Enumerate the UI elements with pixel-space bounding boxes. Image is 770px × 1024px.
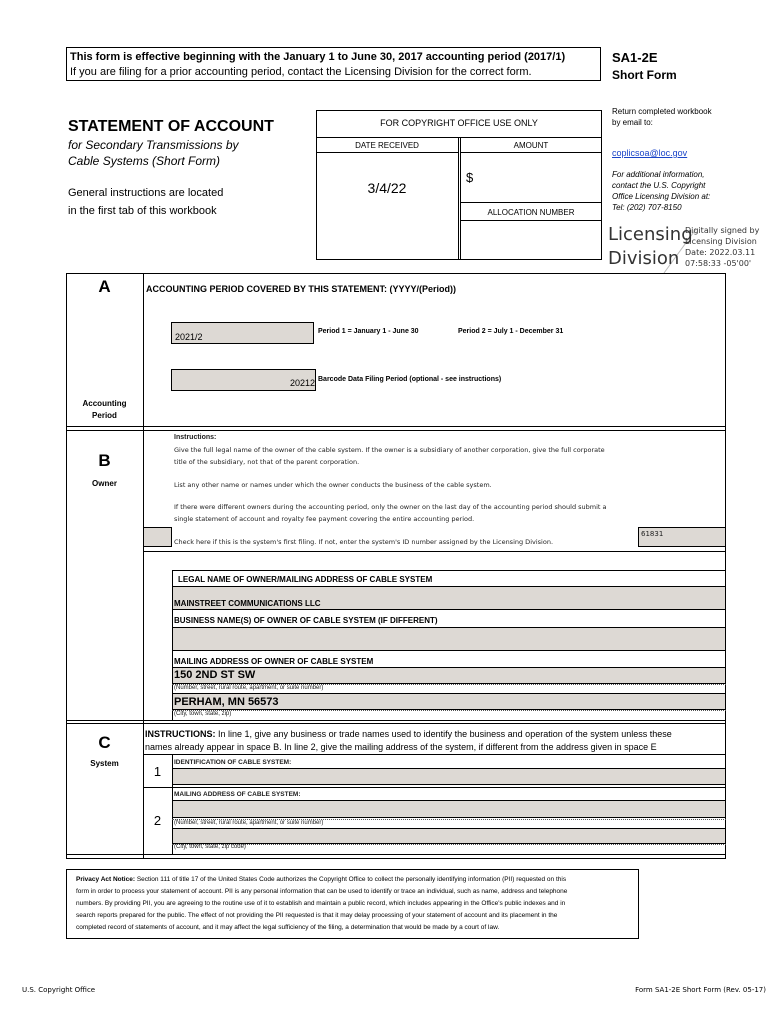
submission-email-link[interactable]: coplicsoa@loc.gov <box>612 148 688 158</box>
section-b-letter: B <box>98 451 111 470</box>
legal-name-heading: LEGAL NAME OF OWNER/MAILING ADDRESS OF CABLE SYSTEM <box>178 575 433 584</box>
section-c-instructions-label: INSTRUCTIONS: <box>145 729 216 739</box>
contact-info-2: contact the U.S. Copyright <box>612 181 706 190</box>
signature-detail-4: 07:58:33 -05'00' <box>685 259 752 268</box>
line-1-heading: IDENTIFICATION OF CABLE SYSTEM: <box>174 759 292 766</box>
section-b-instruction-1a: Give the full legal name of the owner of the cable system. If the owner is a subsidiary of another corporation, give the full corporate <box>174 446 605 454</box>
general-instructions-2: in the first tab of this workbook <box>68 205 217 217</box>
section-c-letter: C <box>98 733 111 752</box>
legal-name-value: MAINSTREET COMMUNICATIONS LLC <box>174 599 321 608</box>
system-city-field[interactable] <box>172 828 726 844</box>
privacy-line-2: form in order to process your statement of account. PII is any personal information that can be used to identify or trace an individual, such as name, address and telephone <box>76 888 568 895</box>
section-c-instruction-2: names already appear in space B. In line 2, give the mailing address of the system, if different from the address given in space E <box>145 742 657 752</box>
privacy-line-1 <box>76 876 566 883</box>
section-a-label-1: Accounting <box>82 399 127 408</box>
business-name-field[interactable] <box>172 627 726 651</box>
privacy-line-5: completed record of statements of account, and it may affect the legal sufficiency of the filing, a determination that would be made by a court of law. <box>76 924 500 931</box>
contact-info-4: Tel: (202) 707-8150 <box>612 203 682 212</box>
privacy-line-3: numbers. By providing PII, you are agreeing to the routine use of it to establish and maintain a public record, which includes appearing in the Office's public indexes and in <box>76 900 566 907</box>
date-received-value: 3/4/22 <box>367 180 407 196</box>
system-city-hint: (City, town, state, zip code) <box>174 844 246 850</box>
barcode-period-label: Barcode Data Filing Period (optional - see instructions) <box>318 376 502 383</box>
form-id: SA1-2E <box>612 50 658 65</box>
effective-notice-line2: If you are filing for a prior accounting period, contact the Licensing Division for the correct form. <box>70 66 532 78</box>
return-instructions-1: Return completed workbook <box>612 107 712 116</box>
page-subtitle-1: for Secondary Transmissions by <box>68 138 239 152</box>
privacy-line-4: search reports prepared for the public. The effect of not providing the PII requested is that it may delay processing of your statement of account and its placement in the <box>76 912 558 919</box>
signature-large-line2: Division <box>608 248 680 269</box>
period-1-note: Period 1 = January 1 - June 30 <box>318 328 419 335</box>
footer-right: Form SA1-2E Short Form (Rev. 05-17) <box>635 986 766 994</box>
privacy-line-1-text: Section 111 of title 17 of the United States Code authorizes the Copyright Office to collect the personally identifying information (PII) requested on this <box>135 876 567 883</box>
line-2-number: 2 <box>153 813 162 828</box>
section-c-label: System <box>90 759 119 768</box>
first-filing-label: Check here if this is the system's first filing. If not, enter the system's ID number assigned by the Licensing Division. <box>174 538 554 546</box>
page-subtitle-2: Cable Systems (Short Form) <box>68 154 221 168</box>
line-2-heading: MAILING ADDRESS OF CABLE SYSTEM: <box>174 791 301 798</box>
owner-street-hint: (Number, street, rural route, apartment, or suite number) <box>174 685 324 691</box>
section-a-letter: A <box>98 277 111 296</box>
privacy-notice-label: Privacy Act Notice: <box>76 876 136 883</box>
system-street-hint: (Number, street, rural route, apartment, or suite number) <box>174 820 324 826</box>
section-a-label-2: Period <box>92 411 117 420</box>
return-instructions-2: by email to: <box>612 118 653 127</box>
amount-value: $ <box>466 170 474 185</box>
section-b-instructions-heading: Instructions: <box>174 434 217 441</box>
owner-city-hint: (City, town, state, zip) <box>174 711 232 717</box>
amount-label: AMOUNT <box>513 141 549 150</box>
signature-large-line1: Licensing <box>608 224 693 245</box>
signature-detail-2: Licensing Division <box>685 237 757 246</box>
office-use-heading: FOR COPYRIGHT OFFICE USE ONLY <box>380 118 538 128</box>
section-a-heading: ACCOUNTING PERIOD COVERED BY THIS STATEMENT: (YYYY/(Period)) <box>146 284 457 294</box>
period-2-note: Period 2 = July 1 - December 31 <box>458 328 564 335</box>
effective-notice-line1: This form is effective beginning with the January 1 to June 30, 2017 accounting period (2017/1) <box>70 51 566 63</box>
owner-city-value: PERHAM, MN 56573 <box>174 696 279 708</box>
section-b-instruction-2: List any other name or names under which the owner conducts the business of the cable system. <box>174 481 492 489</box>
general-instructions-1: General instructions are located <box>68 187 224 199</box>
signature-detail-1: Digitally signed by <box>685 226 760 235</box>
page-title: STATEMENT OF ACCOUNT <box>68 118 274 135</box>
system-street-field[interactable] <box>172 800 726 818</box>
contact-info-1: For additional information, <box>612 170 705 179</box>
accounting-period-value: 2021/2 <box>175 332 203 342</box>
section-b-label: Owner <box>92 479 117 488</box>
form-type: Short Form <box>612 68 677 82</box>
section-c-instruction-1 <box>145 729 672 739</box>
system-id-value: 61831 <box>641 530 664 538</box>
mailing-address-heading: MAILING ADDRESS OF OWNER OF CABLE SYSTEM <box>174 657 374 666</box>
owner-street-value: 150 2ND ST SW <box>174 669 256 681</box>
section-b-instruction-3b: single statement of account and royalty fee payment covering the entire accounting period. <box>174 515 475 523</box>
section-b-instruction-1b: title of the subsidiary, not that of the parent corporation. <box>174 458 360 466</box>
system-identification-field[interactable] <box>172 768 726 785</box>
first-filing-checkbox[interactable] <box>143 527 172 547</box>
business-name-heading: BUSINESS NAME(S) OF OWNER OF CABLE SYSTEM (IF DIFFERENT) <box>174 616 438 625</box>
date-received-label: DATE RECEIVED <box>355 141 419 150</box>
section-c-instructions-text: In line 1, give any business or trade names used to identify the business and operation of the system unless these <box>215 729 672 739</box>
contact-info-3: Office Licensing Division at: <box>612 192 711 201</box>
signature-detail-3: Date: 2022.03.11 <box>685 248 756 257</box>
barcode-period-value: 20212 <box>289 378 315 388</box>
section-b-instruction-3a: If there were different owners during the accounting period, only the owner on the last day of the accounting period should submit a <box>174 503 607 511</box>
footer-left: U.S. Copyright Office <box>22 986 96 994</box>
allocation-number-label: ALLOCATION NUMBER <box>487 208 575 217</box>
line-1-number: 1 <box>153 764 162 779</box>
